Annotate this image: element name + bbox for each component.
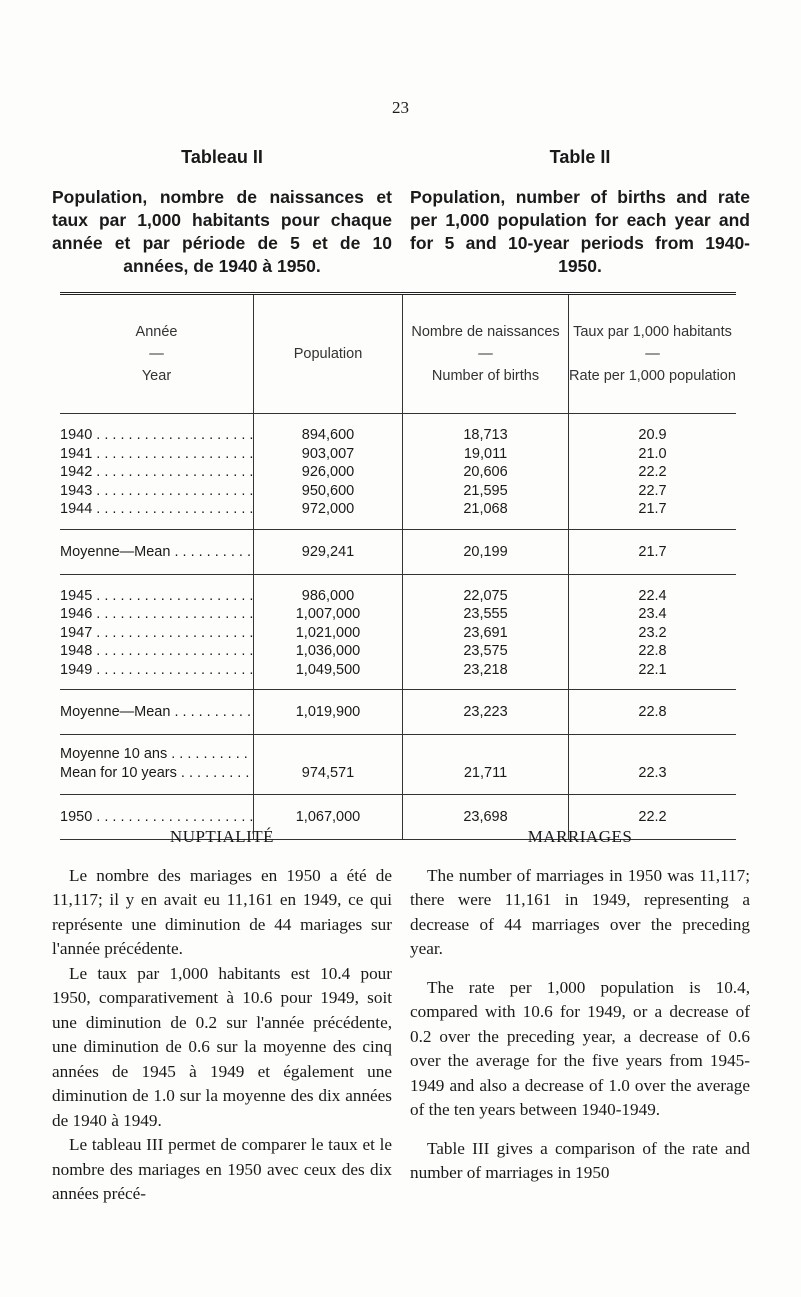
- mean10-births-cell: [402, 735, 568, 794]
- header-year-dash: —: [149, 346, 164, 362]
- table-cell-population: 972,000: [301, 501, 355, 517]
- table-cell-births: 20,606: [463, 464, 508, 480]
- table-cell-year: 1943 . . .: [60, 482, 253, 501]
- english-section-heading: MARRIAGES: [527, 827, 633, 846]
- table-cell-births: 18,713: [463, 427, 508, 443]
- table-cell-year: 1947 . . .: [60, 624, 253, 643]
- header-year-en: Year: [141, 368, 172, 384]
- table-cell-year: 1948 . . .: [60, 642, 253, 661]
- table-cell-year: 1949 . . .: [60, 661, 253, 680]
- header-births-en: Number of births: [431, 368, 540, 384]
- table-cell-year: 1946 . . .: [60, 605, 253, 624]
- table-group-1940-1944: [60, 414, 736, 530]
- header-year: [60, 295, 253, 413]
- french-section-heading: NUPTIALITÉ: [169, 827, 275, 846]
- table-row-mean-1945-1949: [60, 690, 736, 735]
- table-cell-rate: 23.4: [638, 606, 667, 622]
- table-cell-population: 974,571: [301, 764, 355, 781]
- table-cell-population: 926,000: [301, 464, 355, 480]
- table-cell-rate: 22.4: [638, 587, 667, 604]
- mean-population-cell: [253, 690, 402, 734]
- table-header-row: [60, 295, 736, 414]
- french-table-title: Tableau II: [181, 147, 263, 167]
- births-column: [402, 414, 568, 529]
- english-table-caption: Population, number of births and rate per 1,000 population for each year and for 5 and 10-year periods from 1940-1950.: [410, 187, 750, 276]
- table-cell-population: 1,007,000: [295, 606, 361, 622]
- population-column: [253, 575, 402, 690]
- english-text-column: [410, 825, 750, 1186]
- table-cell-rate: 22.3: [638, 764, 667, 781]
- mean10-label-cell: [60, 735, 253, 794]
- mean-births-cell: [402, 690, 568, 734]
- table-cell-population: 1,036,000: [295, 643, 361, 659]
- header-population: [253, 295, 402, 413]
- table-cell-rate: 22.1: [638, 661, 667, 678]
- french-paragraph: Le taux par 1,000 habitants est 10.4 pour 1950, comparativement à 10.6 pour 1949, soit une diminution de 0.2 sur l'année précédente, une diminution de 0.6 sur la moyenne des cinq années de 1945 à 1949 et également une diminution de 1.0 sur la moyenne des dix années de 1940 à 1949.: [52, 963, 392, 1130]
- table-cell-rate: 22.2: [638, 464, 667, 480]
- table-group-1945-1949: [60, 575, 736, 691]
- table-cell-population: 1,049,500: [295, 661, 361, 678]
- table-cell-births: 21,068: [463, 501, 508, 517]
- french-paragraph: Le tableau III permet de comparer le taux et le nombre des mariages en 1950 avec ceux des dix années précé-: [52, 1135, 392, 1203]
- table-cell-population: 950,600: [301, 482, 355, 499]
- table-row-mean-10-years: [60, 735, 736, 795]
- table-cell-population: 1,021,000: [295, 624, 361, 641]
- header-births: [402, 295, 568, 413]
- header-rate-fr: Taux par 1,000 habitants: [573, 324, 732, 340]
- table-cell-rate: 20.9: [638, 427, 667, 443]
- table-cell-year: 1945 . . .: [60, 587, 253, 606]
- table-cell-population: 1,067,000: [295, 809, 361, 825]
- table-cell-births: 20,199: [463, 543, 508, 560]
- table-cell-births: 23,575: [463, 643, 508, 659]
- french-text-column: [52, 825, 392, 1207]
- french-table-caption: Population, nombre de naissances et taux par 1,000 habitants pour chaque année et par période de 5 et de 10 années, de 1940 à 1950.: [52, 187, 392, 276]
- french-table-heading: [52, 0, 392, 278]
- rate-column: [568, 575, 736, 690]
- mean-rate-cell: [568, 690, 736, 734]
- mean10-rate-cell: [568, 735, 736, 794]
- births-column: [402, 575, 568, 690]
- population-column: [253, 414, 402, 529]
- header-births-fr: Nombre de naissances: [411, 324, 560, 340]
- table-cell-mean-label: Moyenne—Mean . . .: [60, 702, 253, 722]
- french-paragraph: Le nombre des mariages en 1950 a été de 11,117; il y en avait eu 11,161 en 1949, ce qui représente une diminution de 44 mariages sur l'année précédente.: [52, 865, 392, 958]
- year-column: [60, 414, 253, 529]
- table-cell-year: 1944 . . .: [60, 500, 253, 519]
- table-cell-births: 23,691: [463, 624, 508, 641]
- table-cell-births: 21,595: [463, 482, 508, 499]
- table-cell-year: 1950 . . .: [60, 807, 253, 827]
- table-cell-year: 1940 . . .: [60, 426, 253, 445]
- english-table-heading: [410, 0, 750, 278]
- page-number: 23: [392, 98, 409, 117]
- table-cell-mean10-label-en: Mean for 10 years . . .: [60, 764, 253, 783]
- population-births-table: [60, 292, 736, 840]
- mean-births-cell: [402, 530, 568, 574]
- table-cell-rate: 21.7: [638, 501, 667, 517]
- table-cell-population: 894,600: [301, 427, 355, 443]
- rate-column: [568, 414, 736, 529]
- mean10-population-cell: [253, 735, 402, 794]
- table-cell-births: 19,011: [463, 445, 508, 462]
- header-population-label: Population: [293, 346, 363, 362]
- table-cell-rate: 23.2: [638, 624, 667, 641]
- table-cell-births: 23,698: [463, 809, 508, 825]
- header-births-dash: —: [478, 346, 493, 362]
- header-rate-en: Rate per 1,000 population: [569, 368, 736, 384]
- mean-label-cell: [60, 690, 253, 734]
- table-cell-population: 1,019,900: [295, 704, 361, 720]
- table-cell-rate: 22.8: [638, 643, 667, 659]
- english-paragraph: The rate per 1,000 population is 10.4, compared with 10.6 for 1949, or a decrease of 0.2 over the preceding year, a decrease of 0.6 over the average for the five years from 1945-1949 and also a decrease of 1.0 over the average of the ten years between 1940-1949.: [410, 977, 750, 1119]
- english-paragraph: The number of marriages in 1950 was 11,117; there were 11,161 in 1949, representing a decrease of 44 marriages over the preceding year.: [410, 865, 750, 958]
- header-year-fr: Année: [135, 324, 178, 340]
- table-cell-rate: 22.7: [638, 482, 667, 499]
- table-cell-rate: 21.0: [638, 445, 667, 462]
- header-rate: [568, 295, 736, 413]
- table-cell-births: 23,555: [463, 606, 508, 622]
- header-rate-dash: —: [645, 346, 660, 362]
- english-table-title: Table II: [549, 147, 611, 167]
- table-cell-rate: 22.2: [638, 809, 667, 825]
- table-cell-population: 929,241: [301, 543, 355, 560]
- mean-rate-cell: [568, 530, 736, 574]
- table-cell-mean10-label-fr: Moyenne 10 ans . . .: [60, 745, 253, 764]
- table-cell-births: 23,223: [463, 704, 508, 720]
- table-cell-population: 903,007: [301, 445, 355, 462]
- table-cell-rate: 21.7: [638, 543, 667, 560]
- table-cell-rate: 22.8: [638, 704, 667, 720]
- mean-population-cell: [253, 530, 402, 574]
- table-cell-population: 986,000: [301, 587, 355, 604]
- table-cell-year: 1942 . . .: [60, 463, 253, 482]
- table-cell-births: 22,075: [463, 587, 508, 604]
- mean-label-cell: [60, 530, 253, 574]
- table-cell-year: 1941 . . .: [60, 445, 253, 464]
- table-row-mean-1940-1944: [60, 530, 736, 575]
- table-cell-births: 21,711: [463, 764, 508, 781]
- year-column: [60, 575, 253, 690]
- table-cell-births: 23,218: [463, 661, 508, 678]
- table-cell-mean-label: Moyenne—Mean . . .: [60, 542, 253, 562]
- english-paragraph: Table III gives a comparison of the rate and number of marriages in 1950: [410, 1138, 750, 1182]
